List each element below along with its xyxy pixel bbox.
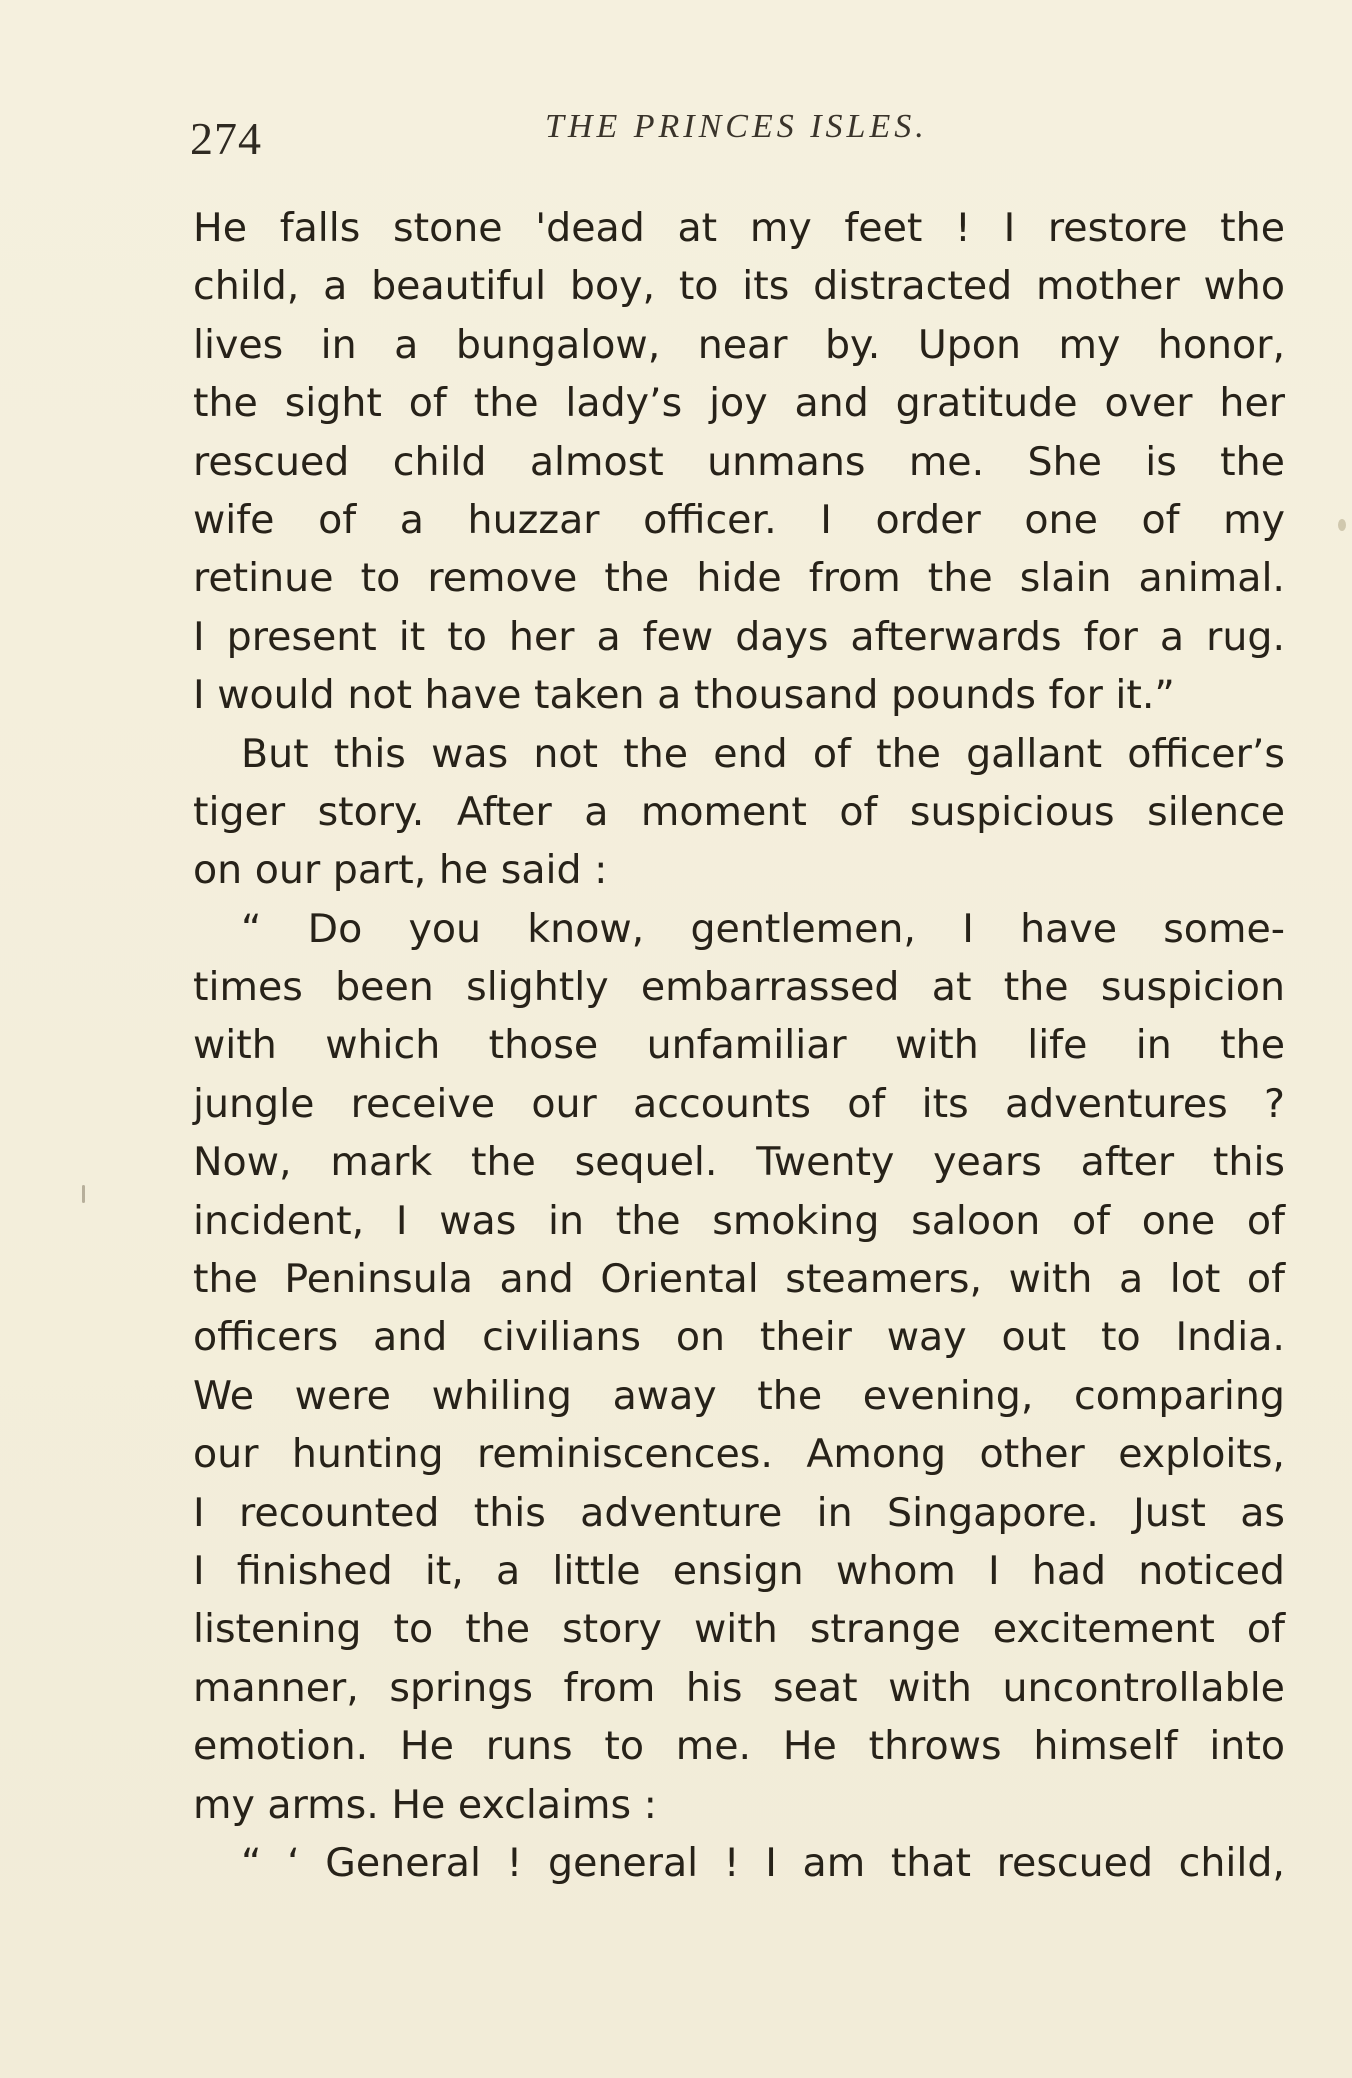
text-line: with which those unfamiliar with life in the [193,1022,1285,1069]
text-line: incident, I was in the smoking saloon of one of [193,1197,1285,1244]
text-line: “ Do you know, gentlemen, I have some- [241,905,1285,952]
text-line: But this was not the end of the gallant officer’s [241,730,1285,777]
text-line: times been slightly embarrassed at the suspicion [193,964,1285,1011]
text-line: Now, mark the sequel. Twenty years after this [193,1139,1285,1186]
text-line: We were whiling away the evening, comparing [193,1372,1285,1419]
text-line: I would not have taken a thousand pounds for it.” [193,672,1175,719]
page-number: 274 [190,113,262,164]
text-line: retinue to remove the hide from the slain animal. [193,555,1285,602]
body-text [193,199,1285,1892]
text-line: child, a beautiful boy, to its distracted mother who [193,263,1285,310]
text-line: I recounted this adventure in Singapore. Just as [193,1489,1285,1536]
text-line: wife of a huzzar officer. I order one of my [193,496,1285,543]
text-line: I finished it, a little ensign whom I had noticed [193,1547,1285,1594]
text-line: He falls stone 'dead at my feet ! I restore the [193,205,1285,251]
text-line: the sight of the lady’s joy and gratitude over her [193,380,1285,427]
text-line: our hunting reminiscences. Among other exploits, [193,1431,1285,1478]
text-line: listening to the story with strange excitement of [193,1606,1285,1653]
text-line: I present it to her a few days afterwards for a rug. [193,613,1285,660]
paper-speck [82,1185,85,1203]
text-line: tiger story. After a moment of suspicious silence [193,788,1285,835]
text-line: the Peninsula and Oriental steamers, with a lot of [193,1256,1285,1303]
text-line: manner, springs from his seat with uncontrollable [193,1664,1285,1711]
text-line: jungle receive our accounts of its adventures ? [193,1080,1285,1127]
text-line: rescued child almost unmans me. She is the [193,438,1285,485]
text-line: emotion. He runs to me. He throws himself into [193,1723,1285,1770]
text-line: my arms. He exclaims : [193,1781,657,1828]
paper-speck [1338,519,1346,531]
text-line: on our part, he said : [193,847,608,894]
text-line: “ ‘ General ! general ! I am that rescued child, [241,1839,1285,1886]
text-line: lives in a bungalow, near by. Upon my honor, [193,321,1285,368]
running-head: THE PRINCES ISLES. [545,108,928,145]
text-line: officers and civilians on their way out to India. [193,1314,1285,1361]
